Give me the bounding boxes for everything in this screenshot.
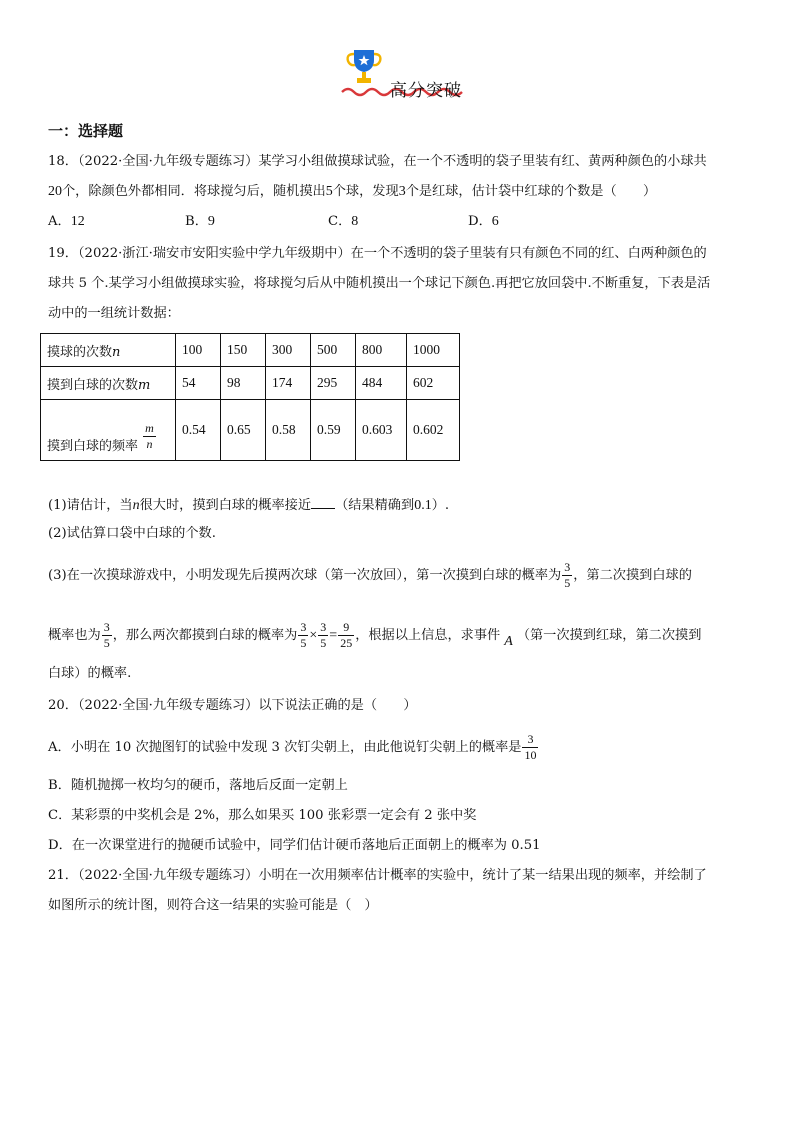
table-cell: 500 bbox=[311, 334, 356, 367]
q18-option-d[interactable]: D．6 bbox=[468, 214, 499, 229]
table-cell: 150 bbox=[221, 334, 266, 367]
table-row bbox=[41, 367, 460, 400]
q18-total: 20 bbox=[48, 184, 62, 199]
q21-line-2: 如图所示的统计图，则符合这一结果的实验可能是（ ） bbox=[48, 898, 378, 913]
q19-part-3-line-3: 白球）的概率. bbox=[48, 666, 132, 681]
q18-option-c[interactable]: C．8 bbox=[328, 214, 359, 229]
frequency-fraction: $\frac{m}{n}$ bbox=[145, 421, 154, 451]
q19-line-3: 动中的一组统计数据： bbox=[48, 306, 180, 321]
q20-option-b[interactable]: B．随机抛掷一枚均匀的硬币，落地后反面一定朝上 bbox=[48, 778, 348, 793]
table-cell: 800 bbox=[356, 334, 407, 367]
table-cell: 300 bbox=[266, 334, 311, 367]
table-cell: 0.65 bbox=[221, 400, 266, 461]
fraction-three-tenths: $\frac{3}{10}$ bbox=[524, 732, 537, 762]
table-cell: 0.54 bbox=[176, 400, 221, 461]
table-cell: 100 bbox=[176, 334, 221, 367]
q19-part-1: (1)请估计，当n很大时，摸到白球的概率接近 （结果精确到0.1）. bbox=[48, 494, 449, 516]
q19-line-2: 球共 5 个.某学习小组做摸球实验，将球搅匀后从中随机摸出一个球记下颜色.再把它放回袋中.不断重复，下表是活 bbox=[48, 276, 711, 291]
table-cell: 0.59 bbox=[311, 400, 356, 461]
q18-line-1: 18．（2022·全国·九年级专题练习）某学习小组做摸球试验，在一个不透明的袋子里装有红、黄两种颜色的小球共 bbox=[48, 154, 707, 169]
table-cell: 174 bbox=[266, 367, 311, 400]
table-cell: 602 bbox=[407, 367, 460, 400]
table-cell: 0.58 bbox=[266, 400, 311, 461]
statistics-table bbox=[40, 333, 460, 461]
table-cell: 295 bbox=[311, 367, 356, 400]
q19-part-3-line-1: (3)在一次摸球游戏中，小明发现先后摸两次球（第一次放回），第一次摸到白球的概率为 $\frac{3}{5}$ ，第二次摸到白球的 bbox=[48, 560, 692, 590]
page-title: 高分突破 bbox=[390, 81, 462, 101]
table-cell: 1000 bbox=[407, 334, 460, 367]
q18-line-2: 20个，除颜色外都相同．将球搅匀后，随机摸出5个球，发现3个是红球，估计袋中红球的个数是（ ） bbox=[48, 184, 657, 199]
table-cell: 484 bbox=[356, 367, 407, 400]
q18-red: 3 bbox=[398, 184, 406, 199]
table-cell: 0.603 bbox=[356, 400, 407, 461]
q18-drawn: 5 bbox=[325, 184, 333, 199]
q20-option-c[interactable]: C．某彩票的中奖机会是 2%，那么如果买 100 张彩票一定会有 2 张中奖 bbox=[48, 808, 477, 823]
row-header-white: 摸到白球的次数m bbox=[41, 367, 176, 400]
table-cell: 0.602 bbox=[407, 400, 460, 461]
row-header-draws: 摸球的次数n bbox=[41, 334, 176, 367]
q20-option-d[interactable]: D．在一次课堂进行的抛硬币试验中，同学们估计硬币落地后正面朝上的概率为 0.51 bbox=[48, 838, 541, 853]
q19-part-3-line-2: 概率也为 $\frac{3}{5}$ ，那么两次都摸到白球的概率为 $\frac{3}{5}$ × $\frac{3}{5}$ = $\frac{9}{25}$ ，根据以上信息，求事件 A （第一次摸到红球，第二次摸到 bbox=[48, 620, 702, 650]
q18-option-a[interactable]: A．12 bbox=[48, 214, 85, 229]
answer-blank[interactable] bbox=[311, 494, 335, 509]
q21-line-1: 21．（2022·全国·九年级专题练习）小明在一次用频率估计概率的实验中，统计了某一结果出现的频率，并绘制了 bbox=[48, 868, 707, 883]
fraction-three-fifths: $\frac{3}{5}$ bbox=[564, 560, 571, 590]
row-header-frequency: 摸到白球的频率 $\frac{m}{n}$ bbox=[41, 400, 176, 461]
q20-line-1: 20．（2022·全国·九年级专题练习）以下说法正确的是（ ） bbox=[48, 698, 417, 713]
q20-option-a[interactable]: A．小明在 10 次抛图钉的试验中发现 3 次钉尖朝上，由此他说钉尖朝上的概率是 $\frac{3}{10}$ bbox=[48, 732, 537, 762]
section-title: 一：选择题 bbox=[48, 122, 124, 140]
q19-part-2: (2)试估算口袋中白球的个数. bbox=[48, 526, 216, 541]
table-row bbox=[41, 400, 460, 461]
table-cell: 98 bbox=[221, 367, 266, 400]
q19-line-1: 19．（2022·浙江·瑞安市安阳实验中学九年级期中）在一个不透明的袋子里装有只有颜色不同的红、白两种颜色的 bbox=[48, 246, 707, 261]
table-cell: 54 bbox=[176, 367, 221, 400]
q18-option-b[interactable]: B．9 bbox=[185, 214, 215, 229]
table-row bbox=[41, 334, 460, 367]
